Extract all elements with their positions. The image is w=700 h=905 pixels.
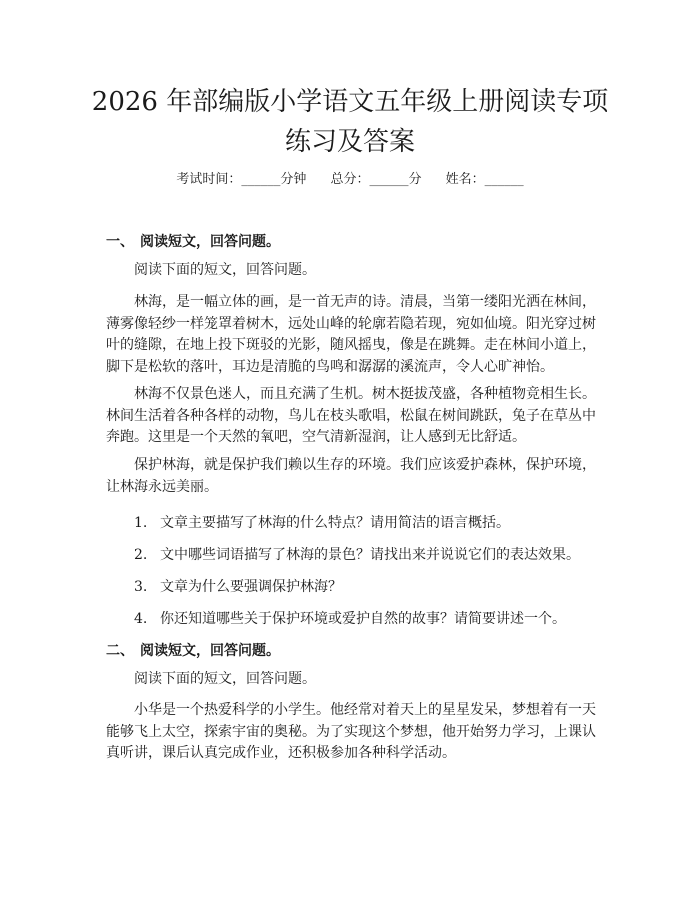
question-item: [134, 576, 342, 596]
student-name: 姓名：______: [445, 172, 524, 187]
question-number: 1.: [134, 515, 148, 531]
section-2-heading: [106, 640, 280, 660]
section-number: 一、: [106, 234, 134, 250]
section-1-paragraph-3: 保护林海，就是保护我们赖以生存的环境。我们应该爱护森林，保护环境，让林海永远美丽。: [106, 457, 596, 495]
exam-time: 考试时间：______分钟: [176, 172, 307, 187]
document-title: [0, 82, 700, 162]
section-1-intro: 阅读下面的短文，回答问题。: [134, 262, 316, 278]
exam-meta: [0, 168, 700, 187]
section-1-paragraph-2: 林海不仅景色迷人，而且充满了生机。树木挺拔茂盛，各种植物竞相生长。林间生活着各种各样的动物，鸟儿在枝头歌唱，松鼠在树间跳跃，兔子在草丛中奔跑。这里是一个天然的氧吧，空气清新湿润，让人感到无比舒适。: [106, 386, 596, 446]
section-heading-text: 阅读短文，回答问题。: [140, 234, 280, 250]
section-heading-text: 阅读短文，回答问题。: [140, 643, 280, 659]
question-number: 4.: [134, 611, 148, 627]
question-item: [134, 544, 580, 564]
section-1-paragraph-1: 林海，是一幅立体的画，是一首无声的诗。清晨，当第一缕阳光洒在林间，薄雾像轻纱一样笼罩着树木，远处山峰的轮廓若隐若现，宛如仙境。阳光穿过树叶的缝隙，在地上投下斑驳的光影，随风摇曳，像是在跳舞。走在林间小道上，脚下是松软的落叶，耳边是清脆的鸟鸣和潺潺的溪流声，令人心旷神怡。: [106, 294, 596, 376]
exam-score: 总分：______分: [330, 172, 422, 187]
question-item: [134, 608, 566, 628]
section-1-heading: [106, 231, 280, 251]
question-text: 文章主要描写了林海的什么特点？请用简洁的语言概括。: [160, 515, 510, 531]
question-number: 3.: [134, 579, 148, 595]
question-text: 你还知道哪些关于保护环境或爱护自然的故事？请简要讲述一个。: [160, 611, 566, 627]
title-line-1: 2026 年部编版小学语文五年级上册阅读专项: [91, 87, 609, 117]
question-number: 2.: [134, 547, 148, 563]
section-2-paragraph-1: 小华是一个热爱科学的小学生。他经常对着天上的星星发呆，梦想着有一天能够飞上太空，探索宇宙的奥秘。为了实现这个梦想，他开始努力学习，上课认真听讲，课后认真完成作业，还积极参加各种科学活动。: [106, 702, 596, 762]
question-item: [134, 512, 510, 532]
title-line-2: 练习及答案: [284, 127, 415, 157]
question-text: 文中哪些词语描写了林海的景色？请找出来并说说它们的表达效果。: [160, 547, 580, 563]
section-number: 二、: [106, 643, 134, 659]
question-text: 文章为什么要强调保护林海？: [160, 579, 342, 595]
section-2-intro: 阅读下面的短文，回答问题。: [134, 671, 316, 687]
